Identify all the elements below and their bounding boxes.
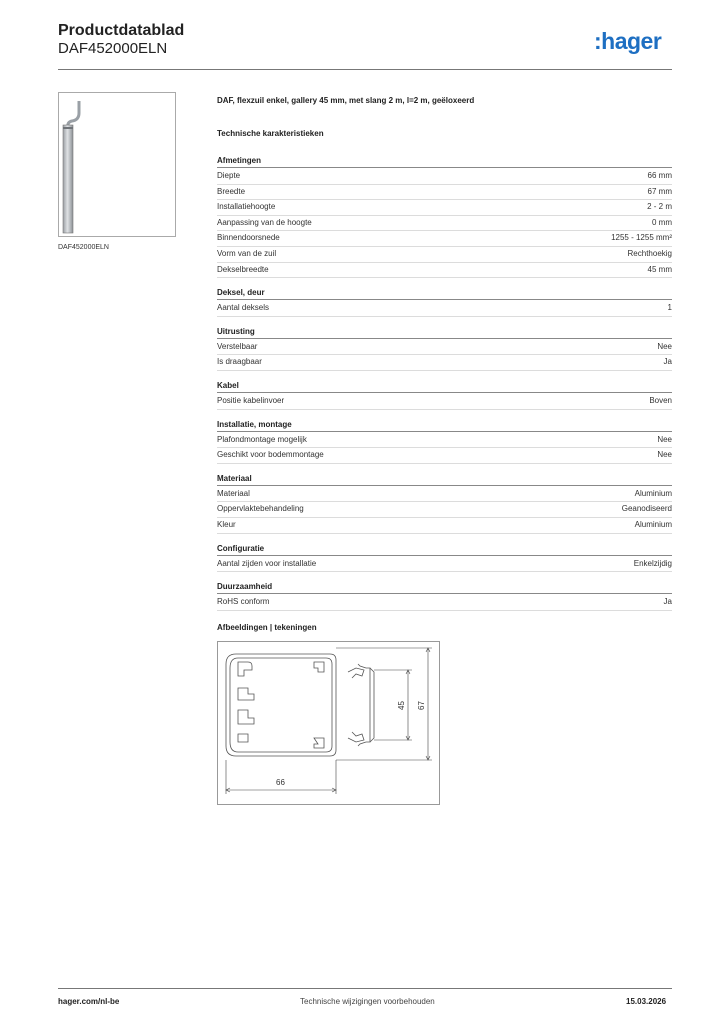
spec-value: Geanodiseerd [621, 504, 672, 514]
spec-row [217, 595, 672, 611]
spec-value: Ja [663, 597, 672, 607]
spec-row [217, 200, 672, 216]
spec-label: Dekselbreedte [217, 264, 269, 274]
spec-label: Geschikt voor bodemmontage [217, 450, 324, 460]
spec-row [217, 185, 672, 201]
technical-characteristics-title: Technische karakteristieken [217, 129, 324, 138]
footer-website-link[interactable]: hager.com/nl-be [58, 997, 120, 1006]
spec-row [217, 518, 672, 534]
section-title: Installatie, montage [217, 419, 672, 432]
thumbnail-caption: DAF452000ELN [58, 244, 109, 251]
spec-label: Aanpassing van de hoogte [217, 217, 312, 227]
drawings-title: Afbeeldingen | tekeningen [217, 623, 317, 632]
spec-label: Oppervlaktebehandeling [217, 504, 304, 514]
section-title: Uitrusting [217, 326, 672, 339]
section-title: Deksel, deur [217, 287, 672, 300]
document-title: Productdatablad [58, 22, 185, 39]
spec-value: 67 mm [647, 186, 672, 196]
section-title: Configuratie [217, 543, 672, 556]
product-code: DAF452000ELN [58, 40, 168, 57]
spec-section [217, 287, 672, 317]
spec-row [217, 557, 672, 573]
section-title: Duurzaamheid [217, 581, 672, 594]
spec-value: Nee [657, 341, 672, 351]
spec-section [217, 326, 672, 371]
spec-label: Aantal zijden voor installatie [217, 558, 317, 568]
footer-notice: Technische wijzigingen voorbehouden [300, 997, 435, 1006]
spec-label: Kleur [217, 519, 236, 529]
product-thumbnail [58, 92, 176, 237]
spec-section [217, 419, 672, 464]
spec-row [217, 216, 672, 232]
spec-value: 45 mm [647, 264, 672, 274]
spec-section [217, 581, 672, 611]
spec-label: Vorm van de zuil [217, 248, 277, 258]
spec-row [217, 169, 672, 185]
spec-label: Aantal deksels [217, 303, 270, 313]
spec-label: Positie kabelinvoer [217, 395, 285, 405]
spec-label: Plafondmontage mogelijk [217, 434, 307, 444]
footer-date: 15.03.2026 [626, 997, 667, 1006]
spec-row [217, 502, 672, 518]
spec-value: Aluminium [634, 519, 672, 529]
spec-label: Installatiehoogte [217, 202, 276, 212]
footer-divider [58, 988, 672, 989]
section-title: Afmetingen [217, 155, 672, 168]
product-description: DAF, flexzuil enkel, gallery 45 mm, met slang 2 m, l=2 m, geëloxeerd [217, 96, 475, 105]
spec-value: Boven [649, 395, 672, 405]
spec-value: 66 mm [647, 171, 672, 180]
spec-row [217, 301, 672, 317]
hager-logo: :hager [594, 28, 662, 54]
spec-row [217, 433, 672, 449]
section-title: Kabel [217, 380, 672, 393]
dimension-cover-label: 45 [397, 701, 406, 710]
spec-value: 1255 - 1255 mm² [611, 233, 672, 243]
spec-value: Nee [657, 434, 672, 444]
spec-section [217, 380, 672, 410]
profile-cross-section-drawing [218, 642, 439, 804]
spec-value: 0 mm [652, 217, 672, 227]
spec-value: 2 - 2 m [647, 202, 672, 212]
spec-value: Enkelzijdig [633, 558, 672, 568]
spec-value: Rechthoekig [627, 248, 672, 258]
spec-value: Nee [657, 450, 672, 460]
spec-label: Verstelbaar [217, 341, 258, 351]
spec-section [217, 155, 672, 278]
spec-value: Aluminium [634, 488, 672, 498]
header-divider [58, 69, 672, 70]
spec-label: Breedte [217, 186, 246, 196]
spec-label: Diepte [217, 171, 241, 180]
spec-row [217, 487, 672, 503]
spec-row [217, 340, 672, 356]
spec-label: Materiaal [217, 488, 250, 498]
spec-row [217, 231, 672, 247]
spec-value: Ja [663, 357, 672, 367]
technical-drawing-frame [217, 641, 440, 805]
spec-row [217, 263, 672, 279]
spec-row [217, 247, 672, 263]
spec-label: Binnendoorsnede [217, 233, 280, 243]
spec-section [217, 543, 672, 573]
dimension-width-label: 66 [276, 778, 285, 787]
spec-row [217, 355, 672, 371]
floor-column-image [59, 93, 175, 236]
spec-label: RoHS conform [217, 597, 270, 607]
spec-section [217, 473, 672, 534]
spec-sections [217, 155, 672, 620]
spec-label: Is draagbaar [217, 357, 262, 367]
section-title: Materiaal [217, 473, 672, 486]
spec-row [217, 394, 672, 410]
spec-value: 1 [667, 303, 672, 313]
dimension-height-label: 67 [417, 701, 426, 710]
spec-row [217, 448, 672, 464]
